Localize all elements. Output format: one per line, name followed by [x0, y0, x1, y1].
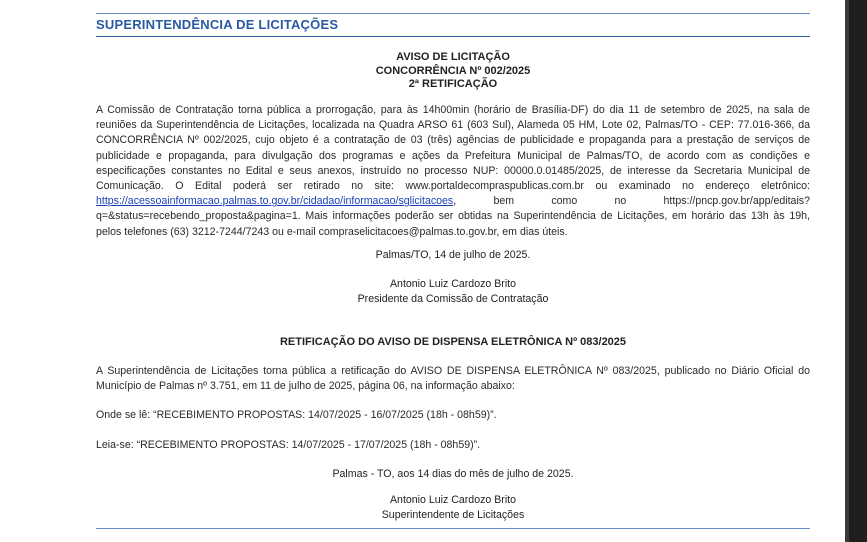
- notice2-onde-se-le: Onde se lê: “RECEBIMENTO PROPOSTAS: 14/07/2025 - 16/07/2025 (18h - 08h59)”.: [96, 409, 497, 421]
- notice2-signer-name: Antonio Luiz Cardozo Brito: [389, 494, 517, 506]
- document-page: [96, 0, 810, 542]
- notice1-body-part2: , bem como no https://pncp.gov.br/app/editais?q=&status=recebendo_proposta&pagina=1. Mais informações poderão ser obtidas na Superintendência de Licitações, em horário das 13h às 19h, pelos telefones (63) 3212-7244/7243 ou e-mail compraselicitacoes@palmas.to.gov.br, em dias úteis.: [96, 195, 810, 238]
- notice2-title: RETIFICAÇÃO DO AVISO DE DISPENSA ELETRÔNICA Nº 083/2025: [279, 336, 627, 348]
- window-edge: [845, 0, 867, 542]
- top-divider: [96, 13, 810, 14]
- notice1-body-part1: A Comissão de Contratação torna pública a prorrogação, para às 14h00min (horário de Brasília-DF) do dia 11 de setembro de 2025, na sala de reuniões da Superintendência de Licitações, localizada na Quadra ARSO 61 (603 Sul), Alameda 05 HM, Lote 02, Palmas/TO - CEP: 77.016-366, da CONCORRÊNCIA Nº 002/2025, cujo objeto é a contratação de 03 (três) agências de publicidade e propaganda para a prestação de serviços de publicidade e propaganda, para divulgação dos programas e ações da Prefeitura Municipal de Palmas/TO, de acordo com as condições e especificações constantes no Edital e seus anexos, instruído no processo NUP: 00000.0.01485/2025, de interesse da Secretaria Municipal de Comunicação. O Edital poderá ser retirado no site: www.portaldecompraspublicas.com.br ou examinado no endereço eletrônico:: [96, 104, 810, 193]
- notice1-date: Palmas/TO, 14 de julho de 2025.: [375, 249, 531, 261]
- section-divider: [96, 36, 810, 37]
- notice2-signer-role: Superintendente de Licitações: [381, 509, 525, 521]
- notice1-signer-role: Presidente da Comissão de Contratação: [357, 293, 549, 305]
- notice2-body: A Superintendência de Licitações torna pública a retificação do AVISO DE DISPENSA ELETRÔNICA Nº 083/2025, publicado no Diário Oficial do Município de Palmas nº 3.751, em 11 de julho de 2025, página 06, na informação abaixo:: [96, 365, 810, 393]
- notice1-link[interactable]: https://acessoainformacao.palmas.to.gov.br/cidadao/informacao/sglicitacoes: [96, 195, 454, 208]
- notice1-body: [96, 103, 810, 240]
- notice2-date: Palmas - TO, aos 14 dias do mês de julho de 2025.: [332, 468, 574, 480]
- bottom-divider: [96, 528, 810, 529]
- notice1-subtitle2: 2ª RETIFICAÇÃO: [408, 78, 498, 90]
- notice1-title: AVISO DE LICITAÇÃO: [396, 51, 510, 63]
- notice1-signer-name: Antonio Luiz Cardozo Brito: [389, 278, 517, 290]
- notice2-leia-se: Leia-se: “RECEBIMENTO PROPOSTAS: 14/07/2025 - 17/07/2025 (18h - 08h59)”.: [96, 439, 481, 451]
- notice1-subtitle: CONCORRÊNCIA Nº 002/2025: [375, 65, 531, 77]
- section-title: SUPERINTENDÊNCIA DE LICITAÇÕES: [96, 17, 339, 32]
